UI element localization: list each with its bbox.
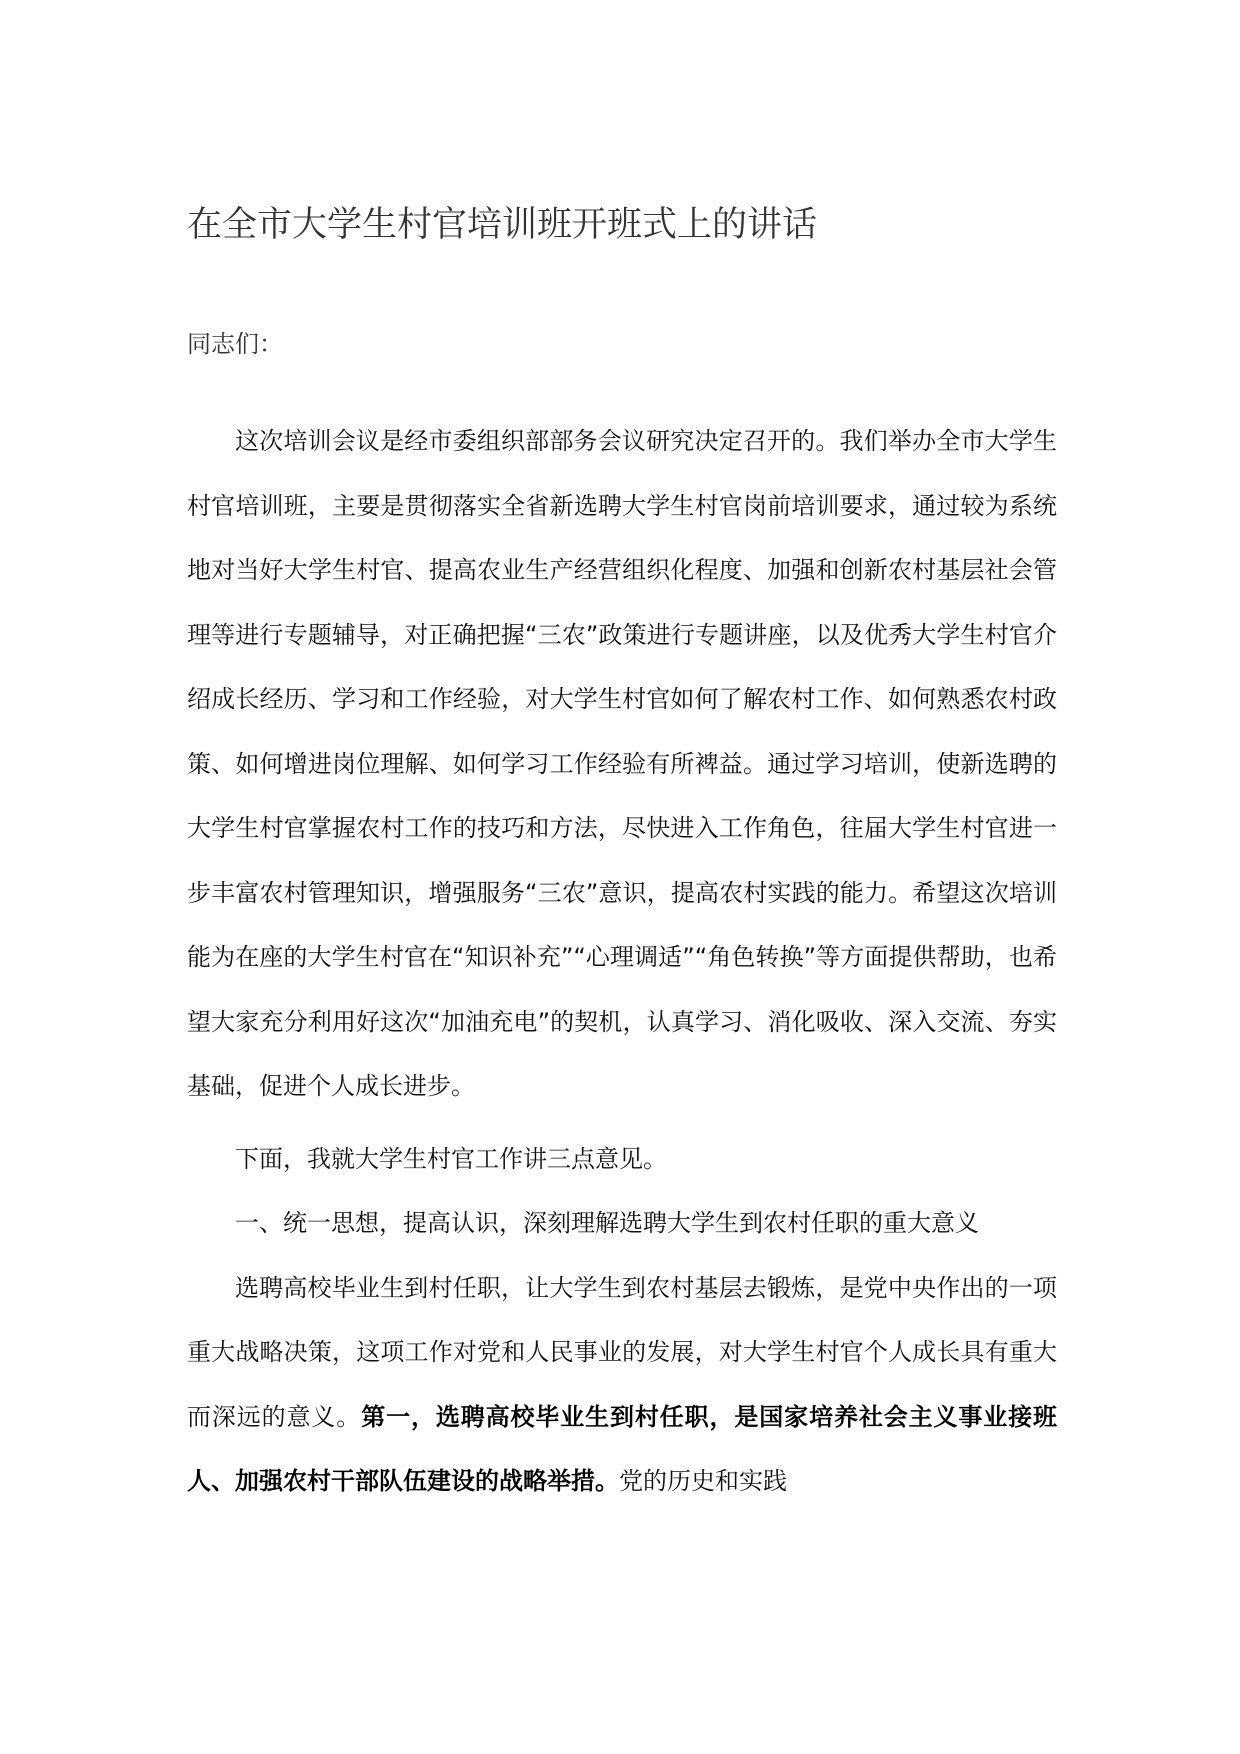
document-body [187, 409, 1057, 1514]
paragraph-transition: 下面，我就大学生村官工作讲三点意见。 [235, 1144, 667, 1173]
document-page [187, 0, 1057, 1754]
section-heading-1: 一、统一思想，提高认识，深刻理解选聘大学生到农村任职的重大意义 [235, 1209, 979, 1237]
paragraph-section-1 [187, 1256, 1057, 1514]
paragraph-bold-text: 第一，选聘高校毕业生到村任职，是国家培养社会主义事业接班人、加强农村干部队伍建设的战略举措。 [187, 1402, 1058, 1495]
greeting: 同志们： [187, 330, 283, 358]
paragraph-intro: 这次培训会议是经市委组织部部务会议研究决定召开的。我们举办全市大学生村官培训班，主要是贯彻落实全省新选聘大学生村官岗前培训要求，通过较为系统地对当好大学生村官、提高农业生产经营组织化程度、加强和创新农村基层社会管理等进行专题辅导，对正确把握“三农”政策进行专题讲座，以及优秀大学生村官介绍成长经历、学习和工作经验，对大学生村官如何了解农村工作、如何熟悉农村政策、如何增进岗位理解、如何学习工作经验有所裨益。通过学习培训，使新选聘的大学生村官掌握农村工作的技巧和方法，尽快进入工作角色，往届大学生村官进一步丰富农村管理知识，增强服务“三农”意识，提高农村实践的能力。希望这次培训能为在座的大学生村官在“知识补充”“心理调适”“角色转换”等方面提供帮助，也希望大家充分利用好这次“加油充电”的契机，认真学习、消化吸收、深入交流、夯实基础，促进个人成长进步。 [187, 427, 1057, 1100]
paragraph-text: 选聘高校毕业生到村任职，让大学生到农村基层去锻炼，是党中央作出的一项重大战略决策，这项工作对党和人民事业的发展，对大学生村官个人成长具有重大而深远的意义。 [187, 1273, 1057, 1431]
paragraph-text: 党的历史和实践 [619, 1467, 787, 1495]
document-title: 在全市大学生村官培训班开班式上的讲话 [187, 205, 818, 245]
